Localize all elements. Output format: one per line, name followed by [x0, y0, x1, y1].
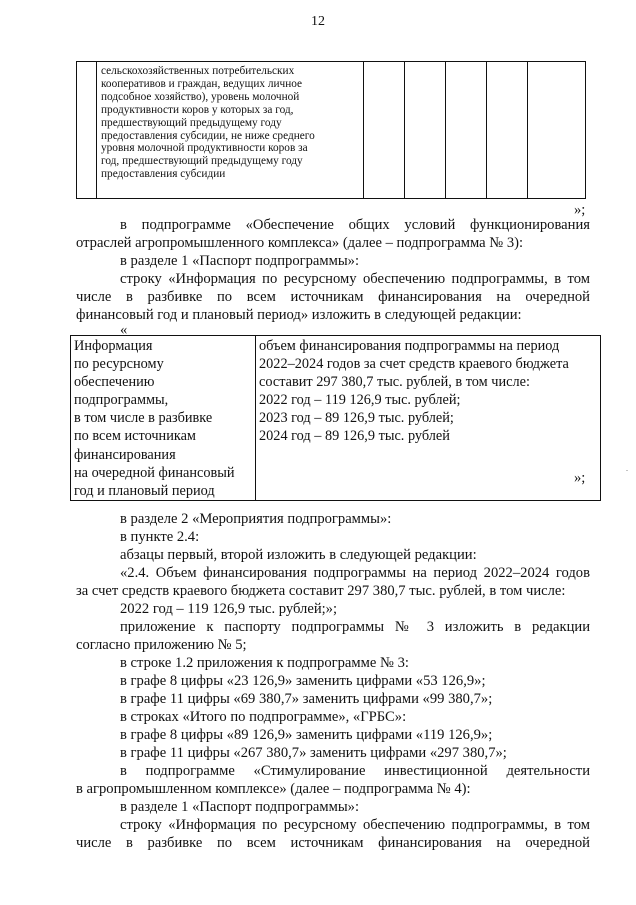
- description-line: сельскохозяйственных потребительских: [101, 65, 295, 77]
- paragraph-line: в подпрограмме «Стимулирование инвестиционной деятельности: [120, 763, 590, 779]
- paragraph-line: числе в разбивке по всем источникам финансирования на очередной: [76, 289, 590, 305]
- table-cell: [528, 62, 586, 199]
- description-line: уровня молочной продуктивности коров за: [101, 142, 308, 155]
- description-line: предоставления субсидии, не ниже среднего: [101, 129, 315, 142]
- continuation-table: [76, 61, 586, 199]
- paragraph-line: отраслей агропромышленного комплекса» (далее – подпрограмма № 3):: [76, 235, 524, 251]
- closing-quote: »;: [574, 470, 586, 486]
- paragraph-line: в графе 8 цифры «89 126,9» заменить цифрами «119 126,9»;: [120, 727, 493, 743]
- value-line: 2022 год – 119 126,9 тыс. рублей;: [259, 392, 461, 409]
- label-line: в том числе в разбивке: [74, 410, 213, 427]
- paragraph-line: в подпрограмме «Обеспечение общих условий функционирования: [120, 217, 590, 233]
- label-line: по ресурсному: [74, 356, 164, 373]
- paragraph-line: числе в разбивке по всем источникам финансирования на очередной: [76, 835, 590, 851]
- paragraph-line: абзацы первый, второй изложить в следующей редакции:: [120, 547, 477, 563]
- paragraph-line: в строке 1.2 приложения к подпрограмме № 3:: [120, 655, 409, 671]
- label-line: обеспечению: [74, 374, 155, 391]
- paragraph-line: в графе 11 цифры «267 380,7» заменить цифрами «297 380,7»;: [120, 745, 507, 761]
- value-line: 2023 год – 89 126,9 тыс. рублей;: [259, 410, 454, 427]
- label-line: финансирования: [74, 446, 176, 463]
- paragraph-line: в графе 8 цифры «23 126,9» заменить цифрами «53 126,9»;: [120, 673, 486, 689]
- label-line: на очередной финансовый: [74, 464, 235, 481]
- paragraph-line: «2.4. Объем финансирования подпрограммы на период 2022–2024 годов: [120, 565, 590, 581]
- scan-edge-mark: .: [626, 464, 628, 473]
- value-line: 2022–2024 годов за счет средств краевого бюджета: [259, 356, 569, 373]
- label-line: подпрограммы,: [74, 392, 169, 409]
- value-line: составит 297 380,7 тыс. рублей, в том числе:: [259, 374, 530, 391]
- paragraph-line: в разделе 2 «Мероприятия подпрограммы»:: [120, 511, 392, 527]
- table-cell: [364, 62, 405, 199]
- value-line: 2024 год – 89 126,9 тыс. рублей: [259, 428, 450, 445]
- paragraph-line: финансовый год и плановый период» изложить в следующей редакции:: [76, 307, 522, 323]
- page-number: 12: [311, 14, 325, 29]
- table-row: [77, 62, 586, 199]
- description-line: подсобное хозяйство), уровень молочной: [101, 90, 300, 103]
- table-row: [71, 336, 601, 501]
- paragraph-line: в графе 11 цифры «69 380,7» заменить цифрами «99 380,7»;: [120, 691, 493, 707]
- description-line: предоставления субсидии: [101, 168, 226, 181]
- paragraph-line: приложение к паспорту подпрограммы № 3 изложить в редакции: [120, 619, 590, 635]
- passport-label-cell: [71, 336, 256, 501]
- description-text: [97, 62, 363, 181]
- description-line: год, предшествующий предыдущему году: [101, 155, 303, 168]
- paragraph-line: в разделе 1 «Паспорт подпрограммы»:: [120, 799, 360, 815]
- paragraph-line: строку «Информация по ресурсному обеспечению подпрограммы, в том: [120, 817, 590, 833]
- table-cell: [77, 62, 97, 199]
- label-line: по всем источникам: [74, 428, 196, 445]
- passport-table: [70, 335, 601, 501]
- paragraph-line: за счет средств краевого бюджета составит 297 380,7 тыс. рублей, в том числе:: [76, 583, 566, 599]
- value-line: объем финансирования подпрограммы на период: [259, 338, 560, 354]
- paragraph-line: в пункте 2.4:: [120, 529, 200, 545]
- closing-quote: »;: [574, 202, 586, 218]
- table-cell: [446, 62, 487, 199]
- paragraph-line: 2022 год – 119 126,9 тыс. рублей;»;: [120, 601, 338, 617]
- paragraph-line: в разделе 1 «Паспорт подпрограммы»:: [120, 253, 360, 269]
- label-line: Информация: [74, 338, 153, 354]
- table-cell: [487, 62, 528, 199]
- table-cell: [405, 62, 446, 199]
- description-line: предшествующий предыдущему году: [101, 116, 282, 129]
- paragraph-line: в строках «Итого по подпрограмме», «ГРБС»:: [120, 709, 407, 725]
- table-cell-description: [97, 62, 364, 199]
- opening-quote: «: [120, 322, 128, 338]
- paragraph-line: согласно приложению № 5;: [76, 637, 247, 653]
- paragraph-line: строку «Информация по ресурсному обеспечению подпрограммы, в том: [120, 271, 590, 287]
- description-line: продуктивности коров у которых за год,: [101, 103, 294, 116]
- description-line: кооперативов и граждан, ведущих личное: [101, 77, 303, 90]
- passport-value-cell: [256, 336, 601, 501]
- label-line: год и плановый период: [74, 482, 215, 499]
- paragraph-line: в агропромышленном комплексе» (далее – подпрограмма № 4):: [76, 781, 471, 797]
